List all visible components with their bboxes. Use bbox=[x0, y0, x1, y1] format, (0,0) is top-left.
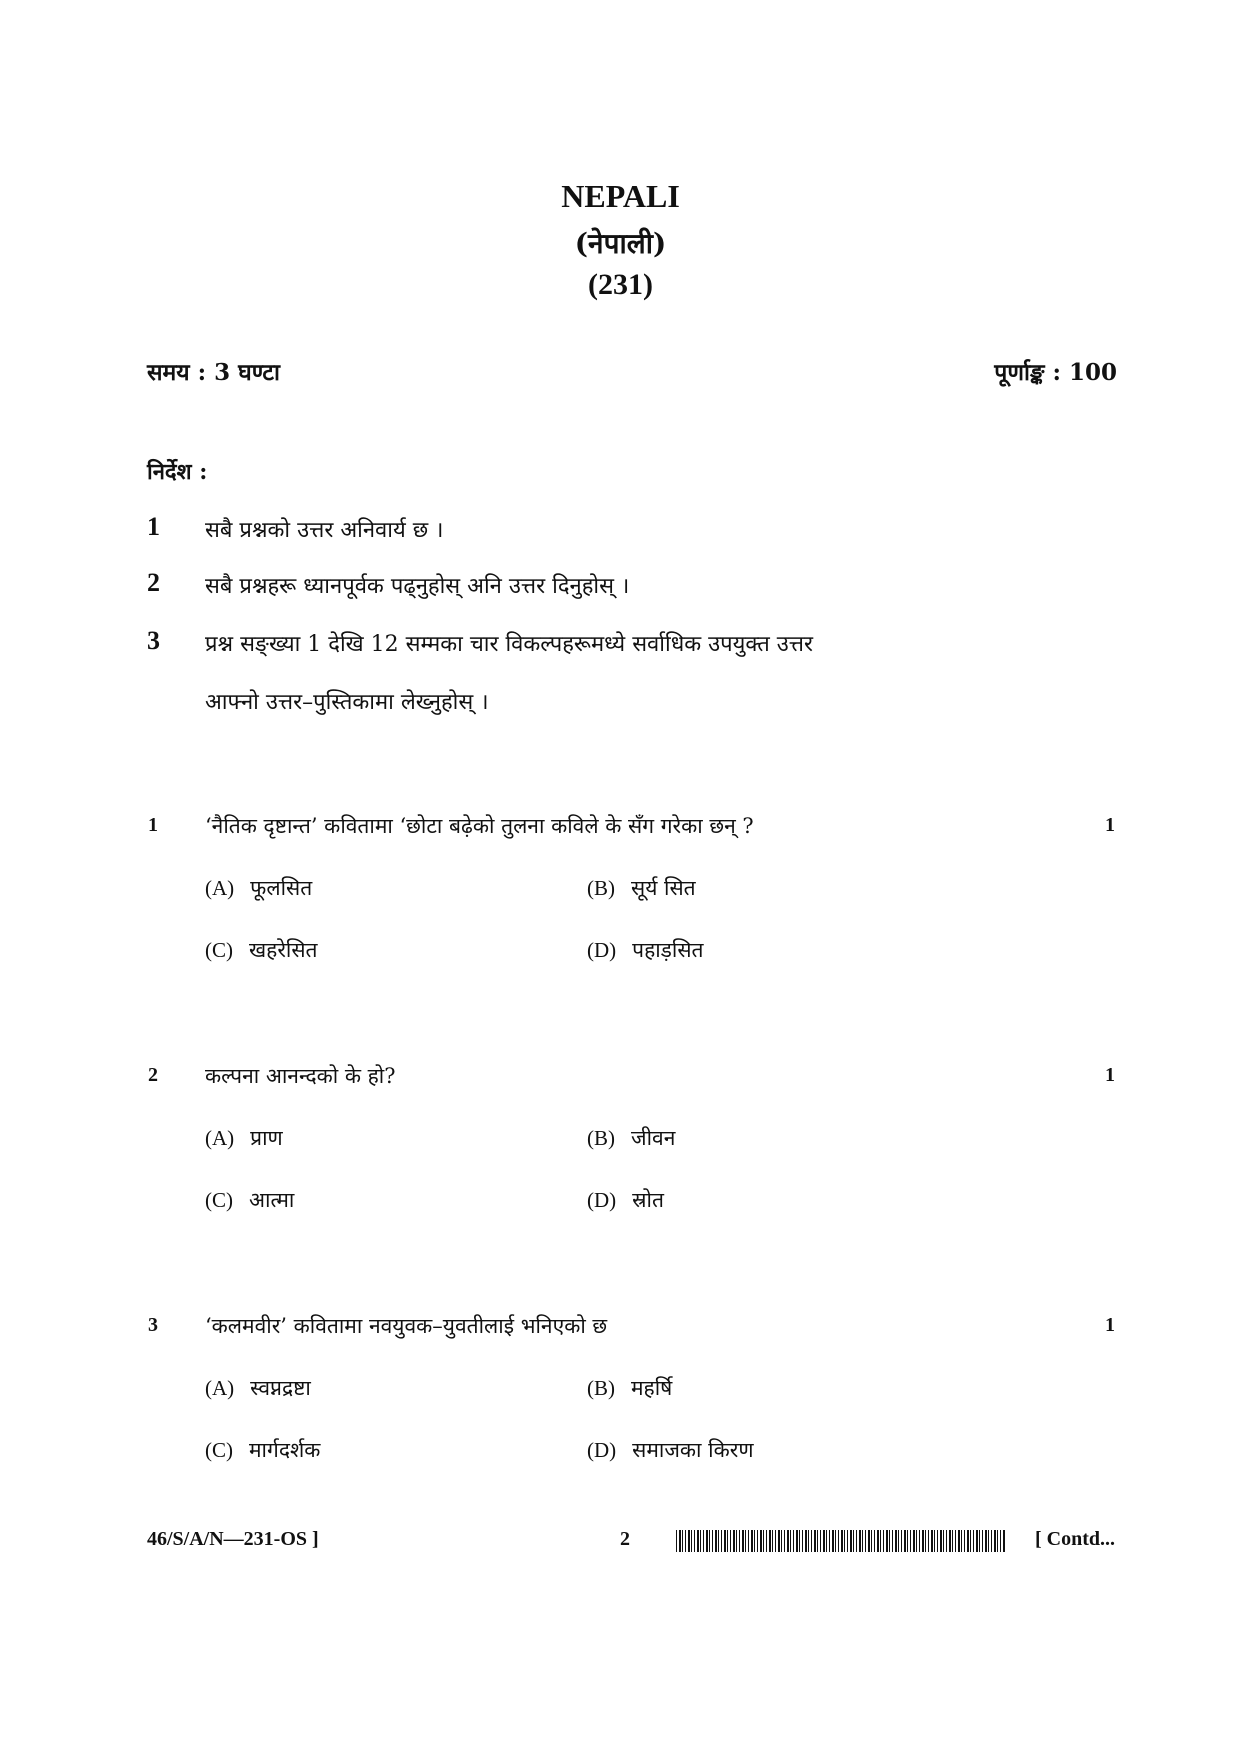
option-d bbox=[587, 1186, 664, 1214]
option-c bbox=[205, 1186, 294, 1214]
barcode-image bbox=[676, 1530, 1006, 1552]
option-c bbox=[205, 936, 318, 964]
option-label: (A) bbox=[205, 1126, 235, 1150]
paper-code: 46/S/A/N—231-OS ] bbox=[147, 1528, 319, 1550]
option-text: प्राण bbox=[250, 1126, 283, 1150]
option-label: (D) bbox=[587, 1188, 617, 1212]
instruction-number: 1 bbox=[147, 512, 160, 541]
option-label: (A) bbox=[205, 1376, 235, 1400]
option-text: आत्मा bbox=[249, 1188, 295, 1212]
question-marks: 1 bbox=[1105, 1064, 1115, 1086]
option-c bbox=[205, 1436, 320, 1464]
subject-code: (231) bbox=[588, 268, 653, 301]
option-text: समाजका किरण bbox=[632, 1438, 754, 1462]
instruction-number: 2 bbox=[147, 568, 160, 597]
option-label: (A) bbox=[205, 876, 235, 900]
page-number: 2 bbox=[620, 1528, 630, 1550]
option-text: स्रोत bbox=[632, 1188, 664, 1212]
option-b bbox=[587, 874, 696, 902]
option-a bbox=[205, 874, 312, 902]
option-text: सूर्य सित bbox=[631, 876, 696, 900]
subject-native-title: (नेपाली) bbox=[574, 227, 667, 260]
subject-title: NEPALI bbox=[561, 178, 680, 214]
question-text: ‘नैतिक दृष्टान्त’ कवितामा ‘छोटा बढ़ेको तुलना कविले के सँग गरेका छन् ? bbox=[205, 814, 754, 838]
option-text: मार्गदर्शक bbox=[249, 1438, 321, 1462]
question-text: ‘कलमवीर’ कवितामा नवयुवक–युवतीलाई भनिएको छ bbox=[205, 1314, 608, 1338]
continued-label: [ Contd... bbox=[1034, 1528, 1115, 1550]
option-text: महर्षि bbox=[631, 1376, 673, 1400]
option-label: (C) bbox=[205, 1188, 233, 1212]
option-text: स्वप्नद्रष्टा bbox=[250, 1376, 311, 1400]
question-marks: 1 bbox=[1105, 1314, 1115, 1336]
option-d bbox=[587, 936, 704, 964]
instruction-text: आफ्नो उत्तर–पुस्तिकामा लेख्नुहोस् । bbox=[205, 690, 489, 715]
option-a bbox=[205, 1374, 311, 1402]
option-text: पहाड़सित bbox=[632, 938, 704, 962]
full-marks: पूर्णाङ्क : 100 bbox=[994, 359, 1117, 386]
option-label: (C) bbox=[205, 938, 233, 962]
instruction-text: प्रश्न सङ्ख्या 1 देखि 12 सम्मका चार विकल्पहरूमध्ये सर्वाधिक उपयुक्त उत्तर bbox=[205, 632, 814, 657]
option-text: जीवन bbox=[631, 1126, 676, 1150]
question-text: कल्पना आनन्दको के हो? bbox=[205, 1064, 396, 1088]
option-label: (B) bbox=[587, 1376, 615, 1400]
option-a bbox=[205, 1124, 283, 1152]
option-b bbox=[587, 1374, 672, 1402]
question-number: 1 bbox=[148, 814, 158, 836]
instruction-text: सबै प्रश्नहरू ध्यानपूर्वक पढ्नुहोस् अनि उत्तर दिनुहोस् । bbox=[205, 574, 630, 599]
option-label: (D) bbox=[587, 938, 617, 962]
question-number: 3 bbox=[148, 1314, 158, 1336]
option-text: खहरेसित bbox=[249, 938, 318, 962]
question-marks: 1 bbox=[1105, 814, 1115, 836]
option-text: फूलसित bbox=[250, 876, 313, 900]
question-number: 2 bbox=[148, 1064, 158, 1086]
option-label: (B) bbox=[587, 1126, 615, 1150]
option-label: (C) bbox=[205, 1438, 233, 1462]
option-label: (D) bbox=[587, 1438, 617, 1462]
instruction-text: सबै प्रश्नको उत्तर अनिवार्य छ । bbox=[205, 518, 444, 543]
option-d bbox=[587, 1436, 754, 1464]
instruction-number: 3 bbox=[147, 626, 160, 655]
instructions-heading: निर्देश : bbox=[147, 459, 208, 485]
time-allowed: समय : 3 घण्टा bbox=[147, 359, 280, 386]
option-label: (B) bbox=[587, 876, 615, 900]
option-b bbox=[587, 1124, 675, 1152]
